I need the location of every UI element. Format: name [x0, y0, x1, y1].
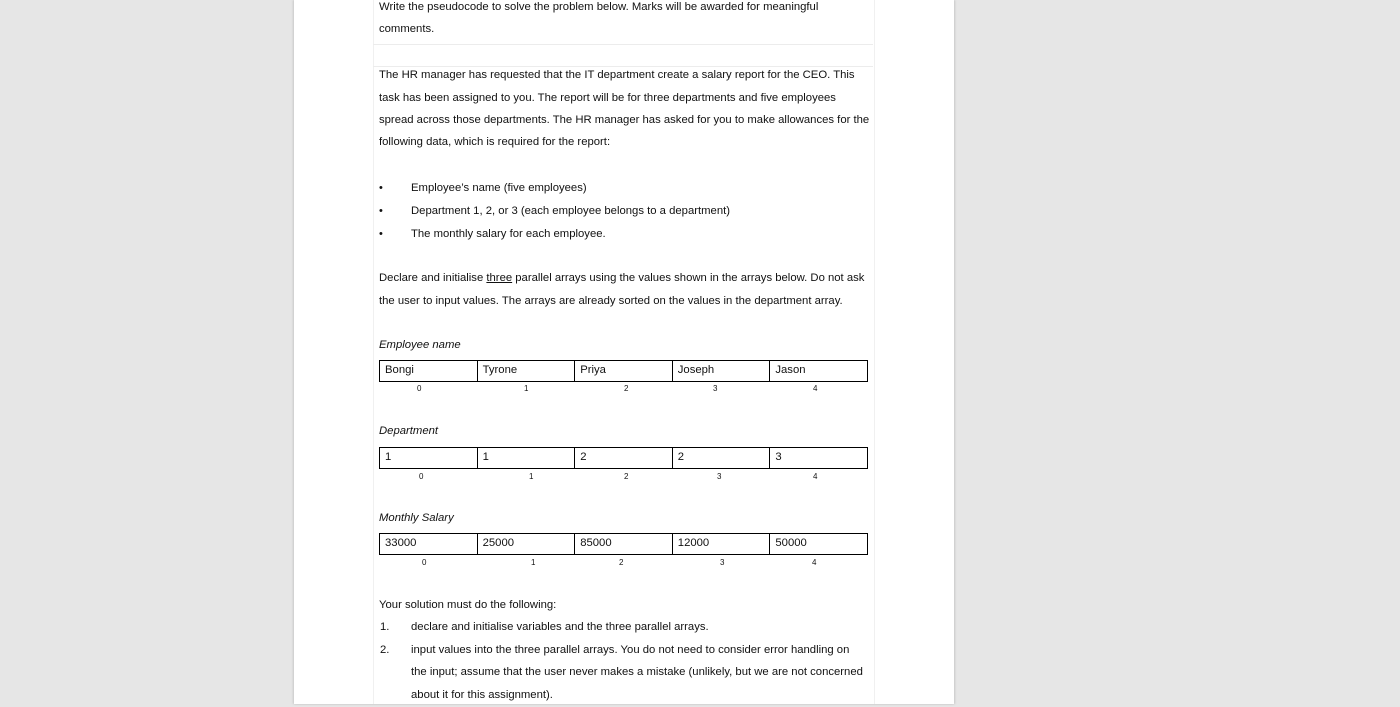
- array-index: 2: [624, 472, 629, 481]
- array-caption: Monthly Salary: [379, 512, 454, 524]
- array-index: 4: [813, 472, 818, 481]
- intro-line: comments.: [379, 23, 435, 35]
- scenario-line: spread across those departments. The HR manager has asked for you to make allowances for the: [379, 114, 870, 126]
- employee-name-array: [379, 360, 868, 382]
- array-cell: 2: [673, 448, 771, 468]
- list-item: about it for this assignment).: [411, 689, 553, 701]
- array-cell: 50000: [775, 537, 807, 549]
- declare-text: parallel arrays using the values shown in the arrays below. Do not ask: [512, 272, 865, 284]
- array-index: 0: [422, 558, 427, 567]
- array-cell: 85000: [575, 534, 673, 554]
- array-cell: 3: [775, 451, 782, 463]
- bullet-item: The monthly salary for each employee.: [411, 228, 606, 240]
- salary-array: [379, 533, 868, 555]
- declare-text: Declare and initialise: [379, 272, 487, 284]
- array-caption: Department: [379, 425, 439, 437]
- bullet-item: Employee’s name (five employees): [411, 182, 587, 194]
- array-cell: Joseph: [673, 361, 771, 381]
- department-array: [379, 447, 868, 469]
- array-index: 4: [812, 558, 817, 567]
- array-index: 3: [713, 384, 718, 393]
- array-cell: 1: [478, 448, 576, 468]
- array-index: 3: [717, 472, 722, 481]
- array-index: 1: [524, 384, 529, 393]
- declare-line: the user to input values. The arrays are already sorted on the values in the department array.: [379, 295, 843, 307]
- scenario-line: The HR manager has requested that the IT department create a salary report for the CEO. This: [379, 69, 855, 81]
- array-index: 2: [624, 384, 629, 393]
- array-cell: 33000: [380, 534, 478, 554]
- bullet-icon: •: [379, 205, 383, 217]
- array-index: 4: [813, 384, 818, 393]
- list-item: input values into the three parallel arrays. You do not need to consider error handling on: [411, 644, 850, 656]
- list-item: declare and initialise variables and the three parallel arrays.: [411, 621, 709, 633]
- list-item: the input; assume that the user never makes a mistake (unlikely, but we are not concerned: [411, 666, 863, 678]
- intro-line: Write the pseudocode to solve the problem below. Marks will be awarded for meaningful: [379, 1, 819, 13]
- array-cell: 1: [380, 448, 478, 468]
- declare-line: [379, 267, 864, 290]
- array-index: 0: [417, 384, 422, 393]
- array-index: 0: [419, 472, 424, 481]
- document-page: [294, 0, 954, 704]
- bullet-icon: •: [379, 182, 383, 194]
- array-caption: Employee name: [379, 339, 461, 351]
- cell-divider: [373, 44, 873, 45]
- array-cell: Priya: [575, 361, 673, 381]
- scenario-line: following data, which is required for the report:: [379, 136, 611, 148]
- solution-heading: Your solution must do the following:: [379, 599, 557, 611]
- array-index: 3: [720, 558, 725, 567]
- underlined-word: three: [486, 272, 513, 284]
- array-index: 1: [529, 472, 534, 481]
- scenario-line: task has been assigned to you. The report will be for three departments and five employees: [379, 92, 836, 104]
- bullet-icon: •: [379, 228, 383, 240]
- bullet-item: Department 1, 2, or 3 (each employee belongs to a department): [411, 205, 731, 217]
- array-cell: Bongi: [380, 361, 478, 381]
- array-index: 1: [531, 558, 536, 567]
- array-cell: 12000: [673, 534, 771, 554]
- array-cell: 25000: [478, 534, 576, 554]
- array-index: 2: [619, 558, 624, 567]
- list-number: 2.: [380, 644, 390, 656]
- list-number: 1.: [380, 621, 390, 633]
- array-cell: Jason: [775, 364, 806, 376]
- array-cell: 2: [575, 448, 673, 468]
- array-cell: Tyrone: [478, 361, 576, 381]
